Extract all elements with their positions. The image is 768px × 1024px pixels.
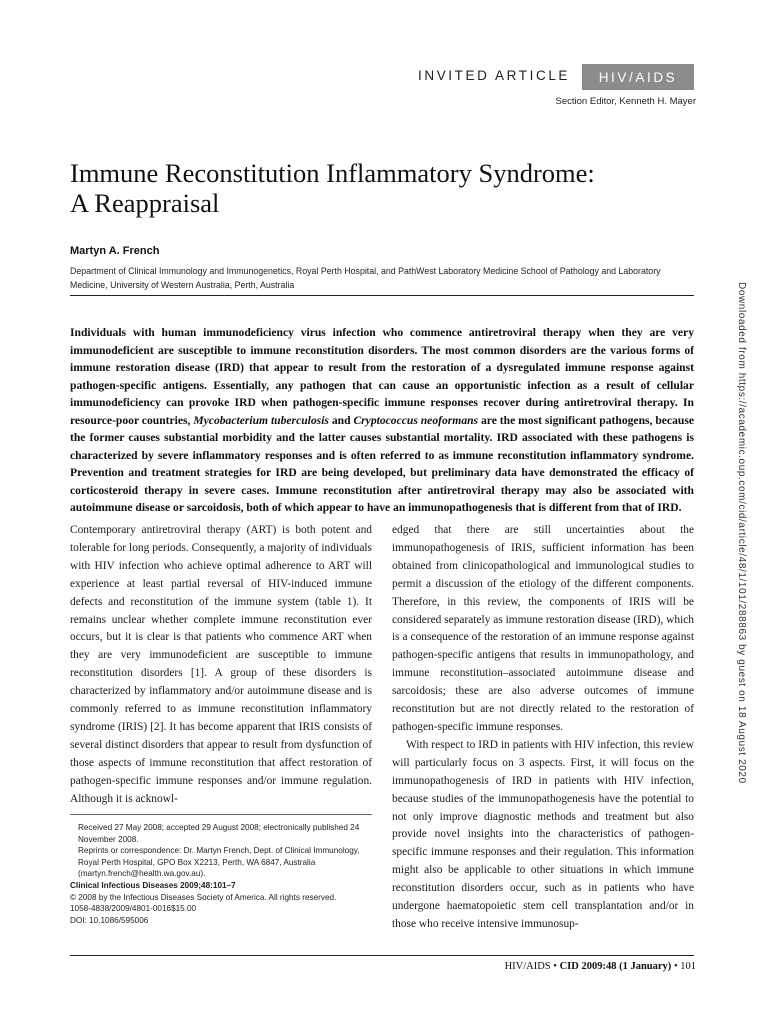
body-paragraph: With respect to IRD in patients with HIV infection, this review will particularly focus on 3 aspects. First, it will focus on the immunopathogenesis of IRD in patients with HIV infection, because studies of the immunopathogenesis have the potential to not only improve diagnostic methods and treatment but also provide novel insights into the characteristics of pathogen-specific immune responses and their regulation. This information might also be applicable to other situations in which immune reconstitution disorders occur, such as in patients who have undergone haematopoietic stem cell transplantation and/or in those who receive intensive immunosup-: [392, 738, 694, 930]
body-column-left: [70, 522, 372, 809]
section-tag: HIV/AIDS: [582, 64, 694, 90]
abstract-part-2: are the most significant pathogens, because the former causes substantial morbidity and the latter causes substantial mortality. IRD associated with these pathogens is characterized by severe inflammatory responses and is often referred to as immune reconstitution inflammatory syndrome. Prevention and treatment strategies for IRD are being developed, but preliminary data have demonstrated the efficacy of corticosteroid therapy in severe cases. Immune reconstitution after antiretroviral therapy may also be associated with autoimmune disease or sarcoidosis, both of which appear to have an immunopathogenesis that is different from that of IRD.: [70, 413, 694, 514]
title-line-2: A Reappraisal: [70, 188, 220, 218]
body-paragraph: edged that there are still uncertainties about the immunopathogenesis of IRIS, sufficient information has been obtained from clinicopathological and immunological studies to permit a discussion of the etiology of the different components. Therefore, in this review, the components of IRIS will be considered separately as immune restoration disease (IRD), which is a consequence of the restoration of an immune response against pathogen-specific antigens that results in immunopathology, and immune reconstitution–associated autoimmune disease and sarcoidosis; these are also adverse outcomes of immune reconstitution but are not directly related to the restoration of pathogen-specific immune responses.: [392, 524, 694, 733]
body-column-right: [392, 522, 694, 934]
abstract-part-1: Individuals with human immunodeficiency virus infection who commence antiretroviral therapy when they are very immunodeficient are susceptible to immune reconstitution disorders. The most common disorders are the various forms of immune restoration disease (IRD) that appear to result from the restoration of a dysregulated immune response against pathogen-specific antigens. Essentially, any pathogen that can cause an opportunistic infection as a result of cellular immunodeficiency can provoke IRD when pathogen-specific immune responses recover during antiretroviral therapy. In resource-poor countries,: [70, 326, 694, 427]
author-affiliation: Department of Clinical Immunology and Immunogenetics, Royal Perth Hospital, and PathWest Laboratory Medicine School of Pathology and Laboratory Medicine, University of Western Australia, Perth, Australia: [70, 266, 661, 290]
article-title: [70, 158, 595, 218]
section-editor: Section Editor, Kenneth H. Mayer: [555, 96, 696, 107]
abstract-organism-1: Mycobacterium tuberculosis: [193, 413, 329, 427]
reprints-correspondence: Reprints or correspondence: Dr. Martyn French, Dept. of Clinical Immunology, Royal Perth Hospital, GPO Box X2213, Perth, WA 6847, Australia (martyn.french@health.wa.gov.au).: [78, 846, 360, 879]
download-watermark: Downloaded from https://academic.oup.com/cid/article/48/1/101/288863 by guest on 18 August 2020: [736, 282, 747, 784]
footnote-divider: [70, 814, 372, 815]
footer-separator: •: [550, 961, 560, 972]
abstract: [70, 324, 694, 517]
article-type-label: INVITED ARTICLE: [418, 68, 571, 83]
footer-section: HIV/AIDS: [504, 961, 551, 972]
footer-separator: •: [671, 961, 681, 972]
title-line-1: Immune Reconstitution Inflammatory Syndrome:: [70, 158, 595, 188]
abstract-and: and: [328, 413, 354, 427]
received-dates: Received 27 May 2008; accepted 29 August 2008; electronically published 24 November 2008.: [78, 823, 360, 844]
journal-citation: Clinical Infectious Diseases 2009;48:101–7: [70, 880, 236, 890]
page-footer: [505, 961, 696, 972]
abstract-organism-2: Cryptococcus neoformans: [353, 413, 479, 427]
header-divider: [70, 295, 694, 296]
body-paragraph: Contemporary antiretroviral therapy (ART) is both potent and tolerable for long periods. Consequently, a majority of individuals with HIV infection who achieve optimal adherence to ART will experience at least partial reversal of HIV-induced immune defects and reconstitution of the immune system (table 1). It remains unclear whether complete immune reconstitution ever occurs, but it is clear is that patients who commence ART when they are very immunodeficient are susceptible to immune reconstitution disorders [1]. A group of these disorders is characterized by inflammatory and/or autoimmune disease and is commonly referred to as immune reconstitution inflammatory syndrome (IRIS) [2]. It has become apparent that IRIS consists of several distinct disorders that appear to result from dysfunction of those aspects of immune reconstitution that affect restoration of pathogen-specific immune responses and/or immune regulation. Although it is acknowl-: [70, 524, 372, 805]
footer-citation: CID 2009:48 (1 January): [559, 961, 672, 972]
footer-divider: [70, 955, 694, 956]
copyright-notice: © 2008 by the Infectious Diseases Society of America. All rights reserved.: [70, 892, 337, 902]
issn: 1058-4838/2009/4801-0016$15.00: [70, 904, 197, 914]
footnotes: [70, 822, 374, 926]
doi: DOI: 10.1086/595006: [70, 915, 149, 925]
page-number: 101: [680, 961, 696, 972]
author-name: Martyn A. French: [70, 245, 160, 257]
